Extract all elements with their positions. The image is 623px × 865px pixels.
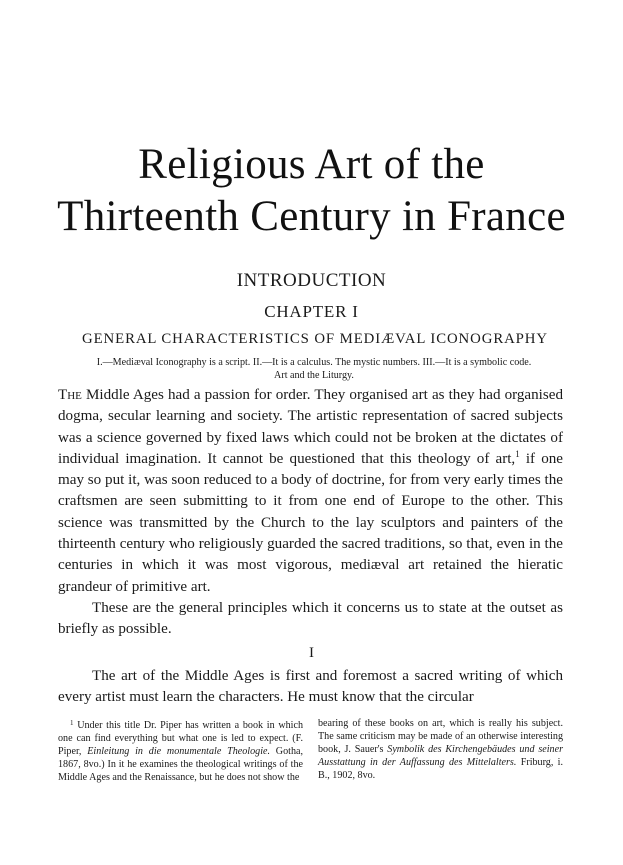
footnote-marker: 1	[70, 719, 74, 727]
chapter-body	[58, 385, 563, 641]
paragraph-1-text-a: Middle Ages had a passion for order. They organised art as they had organised dogma, secular learning and society. The artistic representation of sacred subjects was a science governed by fixed laws which could not be broken at the dictates of individual imagination. It cannot be questioned that this theology of art,	[58, 387, 563, 467]
paragraph-2: These are the general principles which it concerns us to state at the outset as briefly as possible.	[58, 599, 563, 638]
book-title-line-2: Thirteenth Century in France	[57, 193, 566, 240]
introduction-heading: INTRODUCTION	[236, 270, 387, 291]
footnote-column-2	[318, 717, 563, 784]
footnote-1-text-b: Gotha, 1867, 8vo.) In it he examines the theological writings of the Middle Ages and the Renaissance, but he does not show the	[58, 746, 304, 784]
chapter-summary-line-2: Art and the Liturgy.	[274, 370, 354, 381]
footnote-1	[58, 717, 303, 784]
footnotes	[58, 717, 563, 784]
paragraph-1-text-b: if one may so put it, was soon reduced to a body of doctrine, for from very early times the craftsmen are seen submitting to it from one end of Europe to the other. This science was transmitted by the Church to the lay sculptors and painters of the thirteenth century who religiously guarded the sacred traditions, so that, even in the centuries in which it was most vigorous, mediæval art retained the hieratic grandeur of primitive art.	[58, 450, 563, 595]
section-number: I	[309, 645, 314, 661]
footnote-2-book-title: Symbolik des Kirchengebäudes und seiner Ausstattung in der Auffassung des Mittelalters.	[318, 744, 563, 769]
footnote-1-continued	[318, 717, 563, 782]
chapter-summary	[58, 356, 570, 382]
section-body	[58, 666, 563, 709]
chapter-heading: GENERAL CHARACTERISTICS OF MEDIÆVAL ICONOGRAPHY	[82, 331, 548, 347]
footnote-column-1	[58, 717, 303, 784]
footnote-1-text-a: Under this title Dr. Piper has written a book in which one can find everything but what one is led to expect. (F. Piper,	[58, 720, 303, 758]
chapter-summary-line-1: I.—Mediæval Iconography is a script. II.—It is a calculus. The mystic numbers. III.—It is a symbolic code.	[96, 357, 532, 368]
footnote-2-text-a: bearing of these books on art, which is really his subject. The same criticism may be made of an otherwise interesting book, J. Sauer's	[318, 718, 563, 756]
paragraph-1-lead-word: The	[58, 387, 82, 403]
footnote-2-text-b: Friburg, i. B., 1902, 8vo.	[318, 757, 563, 782]
footnote-1-book-title: Einleitung in die monumentale Theologie.	[87, 746, 270, 758]
footnote-reference[interactable]: 1	[515, 448, 520, 459]
section-paragraph: The art of the Middle Ages is first and foremost a sacred writing of which every artist must learn the characters. He must know that the circular	[58, 668, 563, 706]
book-title-line-1: Religious Art of the	[138, 141, 485, 188]
paragraph-1	[58, 385, 563, 598]
chapter-number: CHAPTER I	[264, 302, 359, 321]
